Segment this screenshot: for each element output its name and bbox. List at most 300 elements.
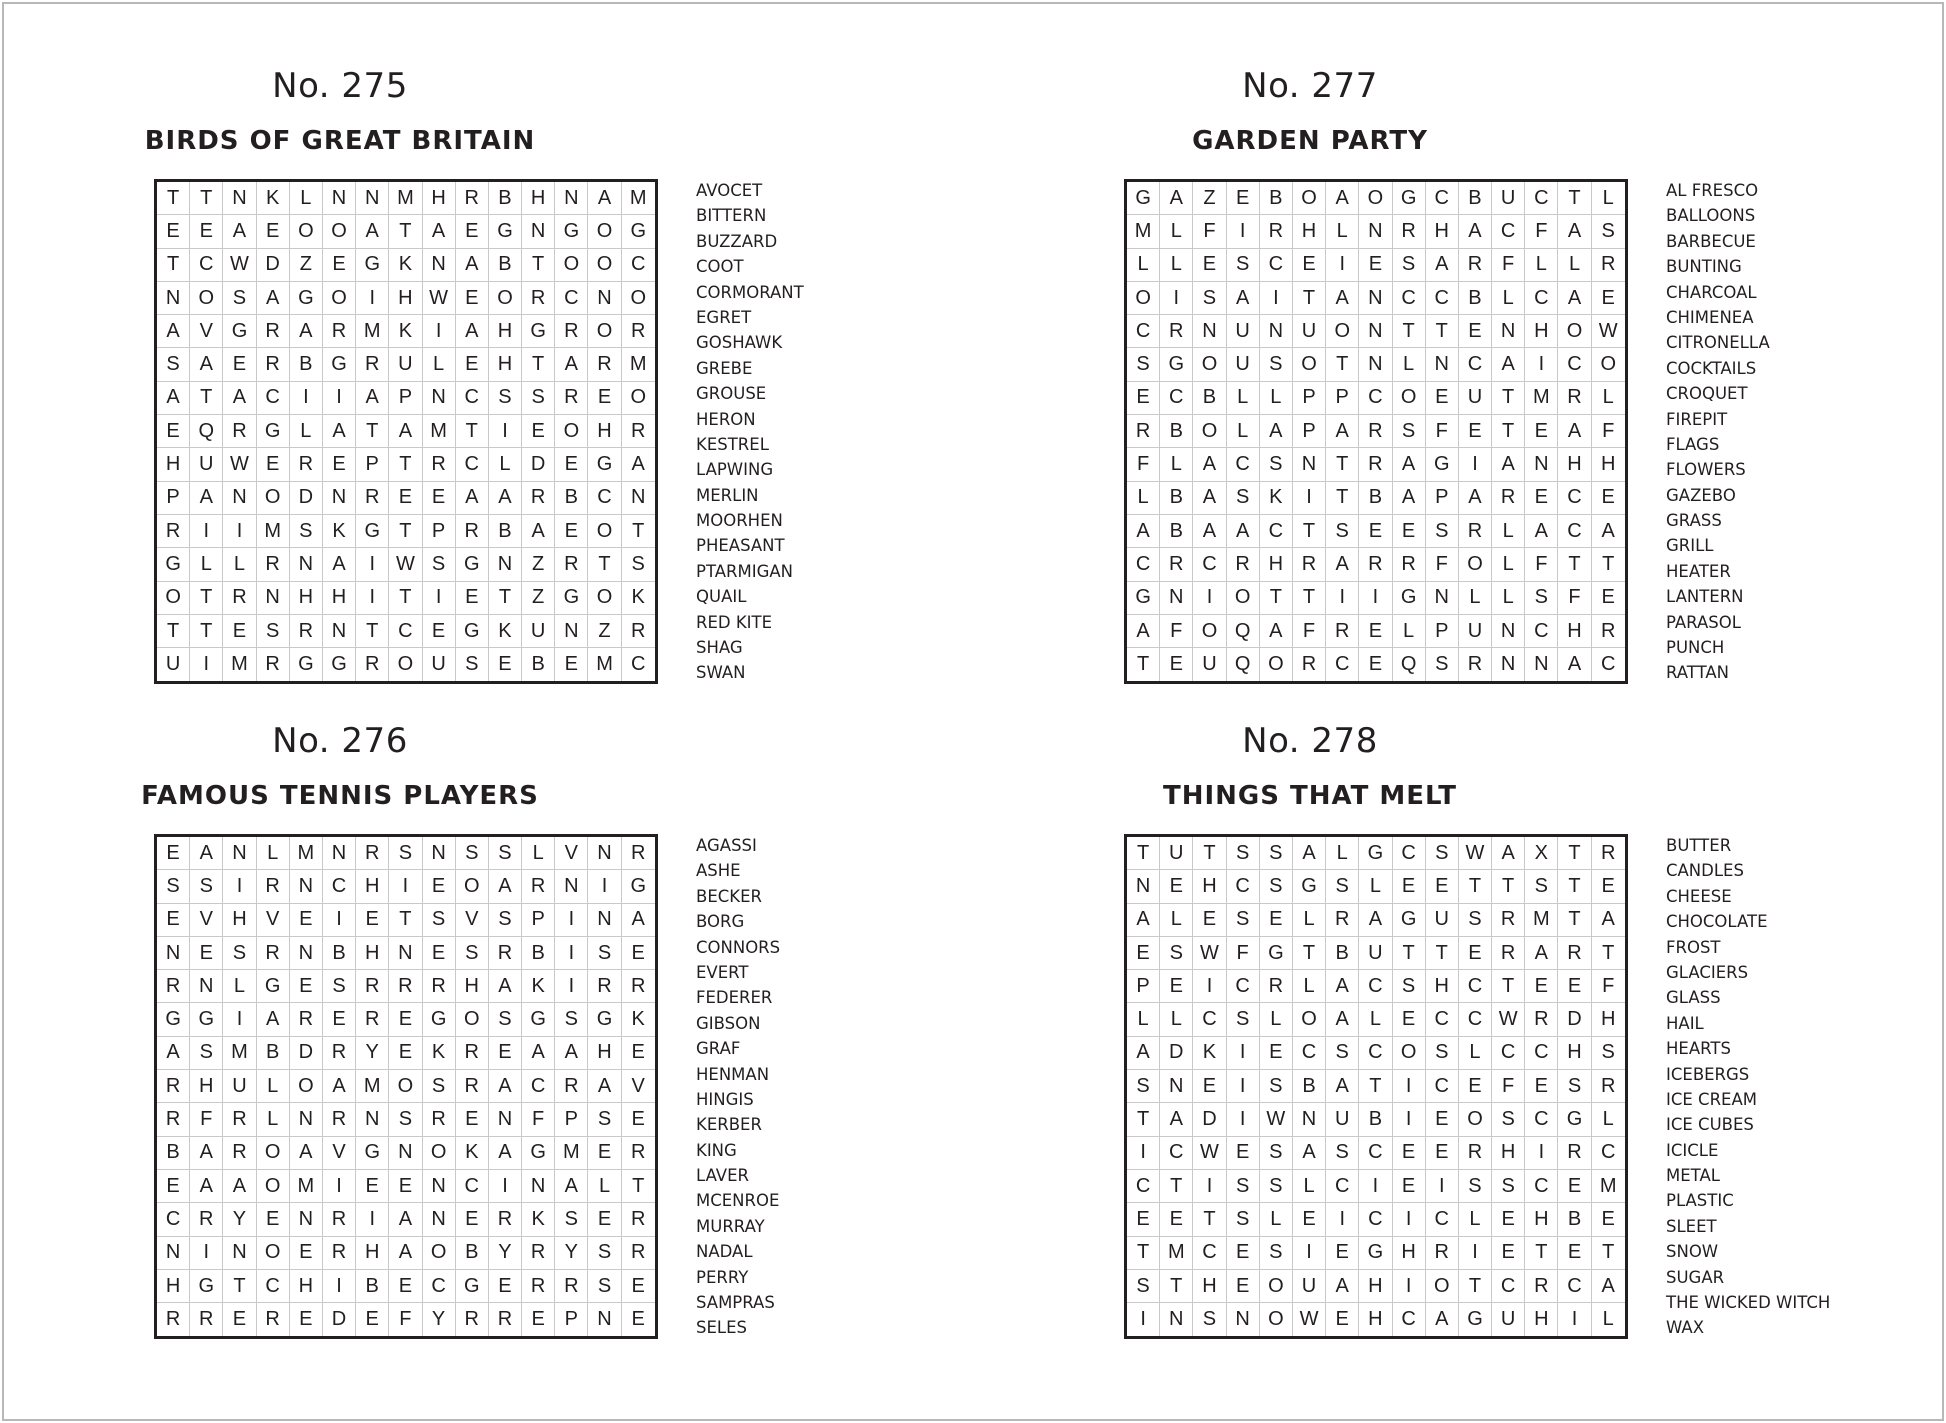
grid-cell: L [257, 1103, 290, 1136]
grid-cell: R [356, 348, 389, 381]
grid-cell: C [1426, 1203, 1459, 1236]
grid-cell: R [223, 415, 256, 448]
grid-cell: R [290, 448, 323, 481]
grid-cell: E [1359, 648, 1392, 681]
grid-cell: E [1326, 1303, 1359, 1336]
grid-cell: H [1558, 448, 1591, 481]
grid-cell: R [588, 970, 621, 1003]
grid-cell: M [223, 648, 256, 681]
grid-cell: I [1227, 1037, 1260, 1070]
grid-cell: E [389, 1037, 422, 1070]
word-list-item: AVOCET [696, 181, 763, 200]
puzzle-number: No. 278 [1242, 721, 1378, 761]
grid-cell: L [223, 970, 256, 1003]
grid-cell: H [423, 182, 456, 215]
grid-cell: G [622, 870, 655, 903]
puzzle-number: No. 276 [272, 721, 408, 761]
grid-cell: G [522, 315, 555, 348]
grid-cell: P [356, 448, 389, 481]
grid-cell: G [257, 415, 290, 448]
grid-cell: F [1492, 1070, 1525, 1103]
word-list-item: PTARMIGAN [696, 561, 794, 581]
grid-cell: G [356, 1137, 389, 1170]
grid-cell: O [588, 215, 621, 248]
grid-cell: R [456, 182, 489, 215]
grid-cell: C [1426, 1003, 1459, 1036]
grid-cell: T [157, 615, 190, 648]
grid-cell: B [1160, 515, 1193, 548]
grid-cell: E [1393, 1003, 1426, 1036]
grid-cell: C [1459, 970, 1492, 1003]
grid-cell: A [1260, 415, 1293, 448]
grid-cell: R [555, 548, 588, 581]
grid-cell: E [290, 904, 323, 937]
grid-cell: A [456, 315, 489, 348]
grid-cell: A [1160, 182, 1193, 215]
grid-cell: R [257, 548, 290, 581]
grid-cell: B [290, 348, 323, 381]
grid-cell: N [489, 1103, 522, 1136]
grid-cell: V [190, 315, 223, 348]
grid-cell: H [1592, 448, 1625, 481]
grid-cell: A [1459, 482, 1492, 515]
grid-cell: A [1558, 648, 1591, 681]
word-list-item: CHARCOAL [1666, 282, 1757, 302]
grid-cell: Q [1227, 615, 1260, 648]
grid-cell: R [257, 870, 290, 903]
grid-cell: N [555, 870, 588, 903]
word-list-item: FLOWERS [1666, 460, 1746, 480]
grid-cell: R [1260, 970, 1293, 1003]
grid-cell: I [489, 415, 522, 448]
grid-cell: E [1227, 1237, 1260, 1270]
grid-cell: E [257, 448, 290, 481]
grid-cell: A [1592, 904, 1625, 937]
grid-cell: H [356, 937, 389, 970]
grid-cell: I [1127, 1303, 1160, 1336]
grid-cell: V [555, 837, 588, 870]
grid-cell: A [1227, 515, 1260, 548]
grid-cell: D [257, 249, 290, 282]
grid-cell: A [1326, 415, 1359, 448]
grid-cell: O [1558, 315, 1591, 348]
word-list-item: LAVER [696, 1166, 749, 1186]
grid-cell: Y [423, 1303, 456, 1336]
grid-cell: I [1393, 1270, 1426, 1303]
grid-cell: S [588, 1103, 621, 1136]
grid-cell: A [1525, 515, 1558, 548]
grid-cell: R [1326, 904, 1359, 937]
grid-cell: O [456, 870, 489, 903]
grid-cell: G [1127, 182, 1160, 215]
grid-cell: I [1127, 1137, 1160, 1170]
word-list-item: ICEBERGS [1666, 1064, 1750, 1084]
grid-cell: I [323, 1170, 356, 1203]
grid-cell: B [1293, 1070, 1326, 1103]
grid-cell: A [356, 215, 389, 248]
letter-grid [1124, 834, 1628, 1339]
word-list-item: ICICLE [1666, 1140, 1719, 1160]
grid-cell: R [622, 970, 655, 1003]
grid-cell: E [1459, 1070, 1492, 1103]
grid-cell: S [522, 382, 555, 415]
grid-cell: C [1426, 182, 1459, 215]
grid-cell: C [1558, 1270, 1591, 1303]
grid-cell: R [1558, 937, 1591, 970]
grid-cell: I [1193, 582, 1226, 615]
grid-cell: A [190, 1170, 223, 1203]
grid-cell: L [1492, 582, 1525, 615]
grid-cell: E [1127, 382, 1160, 415]
grid-cell: N [423, 249, 456, 282]
grid-cell: E [622, 1103, 655, 1136]
grid-cell: A [1293, 1137, 1326, 1170]
grid-cell: C [1260, 515, 1293, 548]
grid-cell: R [323, 1237, 356, 1270]
grid-cell: E [1193, 1070, 1226, 1103]
grid-cell: R [588, 348, 621, 381]
grid-cell: R [456, 1070, 489, 1103]
grid-cell: T [1459, 870, 1492, 903]
grid-cell: Y [356, 1037, 389, 1070]
grid-cell: E [489, 1270, 522, 1303]
grid-cell: G [1260, 937, 1293, 970]
grid-cell: E [622, 937, 655, 970]
word-list-item: GLACIERS [1666, 962, 1749, 982]
grid-cell: K [622, 1003, 655, 1036]
word-list-item: FIREPIT [1666, 409, 1728, 429]
grid-cell: T [190, 182, 223, 215]
grid-cell: A [489, 870, 522, 903]
grid-cell: C [1600, 653, 1616, 676]
grid-cell: G [622, 215, 655, 248]
grid-cell: G [157, 1003, 190, 1036]
grid-cell: C [1393, 837, 1426, 870]
grid-cell: L [290, 182, 323, 215]
grid-cell: E [1459, 415, 1492, 448]
grid-cell: T [622, 515, 655, 548]
grid-cell: T [1525, 1237, 1558, 1270]
grid-cell: U [1227, 315, 1260, 348]
grid-cell: O [1193, 415, 1226, 448]
grid-cell: D [290, 482, 323, 515]
grid-cell: E [1426, 870, 1459, 903]
grid-cell: A [389, 1237, 422, 1270]
word-list-item: CITRONELLA [1666, 333, 1770, 353]
grid-cell: E [1492, 1203, 1525, 1236]
grid-cell: R [1592, 837, 1625, 870]
word-list-item: BITTERN [696, 206, 767, 226]
grid-cell: H [1426, 215, 1459, 248]
grid-cell: A [1525, 937, 1558, 970]
grid-cell: O [1459, 548, 1492, 581]
grid-cell: R [356, 970, 389, 1003]
grid-cell: A [1492, 348, 1525, 381]
grid-cell: A [290, 1137, 323, 1170]
grid-cell: R [257, 348, 290, 381]
grid-cell: E [622, 1270, 655, 1303]
grid-cell: L [1127, 249, 1160, 282]
grid-cell: R [1525, 1003, 1558, 1036]
grid-cell: A [1393, 448, 1426, 481]
grid-cell: R [1393, 548, 1426, 581]
grid-cell: R [456, 1037, 489, 1070]
grid-cell: R [157, 1303, 190, 1336]
grid-cell: S [1227, 1170, 1260, 1203]
grid-cell: U [157, 648, 190, 681]
grid-cell: I [223, 515, 256, 548]
grid-cell: C [522, 1070, 555, 1103]
grid-cell: D [290, 1037, 323, 1070]
grid-cell: C [622, 249, 655, 282]
grid-cell: S [1492, 1103, 1525, 1136]
grid-cell: P [389, 382, 422, 415]
grid-cell: R [555, 315, 588, 348]
grid-cell: N [1492, 615, 1525, 648]
grid-cell: K [456, 1137, 489, 1170]
grid-cell: T [1293, 582, 1326, 615]
grid-cell: W [223, 448, 256, 481]
grid-cell: M [223, 1037, 256, 1070]
grid-cell: R [423, 970, 456, 1003]
grid-cell: A [1592, 1270, 1625, 1303]
grid-cell: G [456, 1270, 489, 1303]
grid-cell: F [1592, 970, 1625, 1003]
grid-cell: O [1293, 182, 1326, 215]
grid-cell: K [389, 315, 422, 348]
grid-cell: S [1326, 515, 1359, 548]
grid-cell: B [1459, 182, 1492, 215]
grid-cell: L [1592, 382, 1625, 415]
word-list-item: AL FRESCO [1666, 181, 1759, 200]
grid-cell: S [1525, 582, 1558, 615]
word-list-item: COOT [696, 257, 744, 277]
grid-cell: L [1227, 382, 1260, 415]
word-list-item: SLEET [1666, 1216, 1717, 1236]
grid-cell: L [1459, 1203, 1492, 1236]
puzzle-title: THINGS THAT MELT [1162, 781, 1458, 811]
grid-cell: T [1492, 870, 1525, 903]
grid-cell: T [1492, 415, 1525, 448]
grid-cell: E [290, 970, 323, 1003]
grid-cell: A [1326, 1070, 1359, 1103]
grid-cell: L [1160, 215, 1193, 248]
grid-cell: C [1260, 249, 1293, 282]
word-list-item: BALLOONS [1666, 206, 1756, 226]
grid-cell: C [555, 282, 588, 315]
grid-cell: M [622, 182, 655, 215]
word-list-item: ICE CUBES [1666, 1115, 1754, 1135]
letter-grid [154, 179, 658, 684]
word-list-item: HENMAN [696, 1064, 770, 1084]
grid-cell: G [1393, 182, 1426, 215]
puzzle-277 [974, 4, 1770, 683]
word-list-item: ASHE [696, 861, 741, 881]
grid-cell: A [323, 1070, 356, 1103]
grid-cell: R [1459, 648, 1492, 681]
grid-cell: W [1193, 937, 1226, 970]
grid-cell: I [190, 648, 223, 681]
grid-cell: I [323, 904, 356, 937]
grid-cell: H [1193, 1270, 1226, 1303]
grid-cell: E [555, 648, 588, 681]
grid-cell: M [290, 837, 323, 870]
grid-cell: N [1492, 315, 1525, 348]
letter-grid [154, 834, 658, 1339]
grid-cell: B [489, 515, 522, 548]
word-list-item: GRILL [1666, 536, 1714, 556]
grid-cell: C [1558, 348, 1591, 381]
grid-cell: K [522, 1203, 555, 1236]
grid-cell: R [1359, 448, 1392, 481]
grid-cell: R [1426, 1237, 1459, 1270]
word-list [1666, 178, 1770, 686]
grid-cell: O [1260, 1303, 1293, 1336]
grid-cell: U [1193, 648, 1226, 681]
grid-cell: A [588, 182, 621, 215]
grid-cell: I [1393, 1203, 1426, 1236]
grid-cell: C [1426, 1070, 1459, 1103]
word-list-item: SNOW [1666, 1242, 1719, 1262]
grid-cell: O [1193, 615, 1226, 648]
grid-cell: C [1227, 870, 1260, 903]
grid-cell: C [1525, 1037, 1558, 1070]
grid-cell: A [555, 348, 588, 381]
grid-cell: N [1193, 315, 1226, 348]
grid-cell: T [1160, 1170, 1193, 1203]
grid-cell: L [1227, 415, 1260, 448]
grid-cell: L [423, 348, 456, 381]
grid-cell: R [456, 1303, 489, 1336]
grid-cell: E [522, 415, 555, 448]
grid-cell: T [522, 249, 555, 282]
grid-cell: A [223, 382, 256, 415]
grid-cell: B [489, 249, 522, 282]
grid-cell: W [389, 548, 422, 581]
grid-cell: E [1592, 582, 1625, 615]
grid-cell: N [290, 548, 323, 581]
grid-cell: R [522, 870, 555, 903]
grid-cell: T [489, 582, 522, 615]
grid-cell: A [257, 282, 290, 315]
grid-cell: M [389, 182, 422, 215]
grid-cell: N [223, 837, 256, 870]
grid-cell: G [356, 249, 389, 282]
word-list-item: THE WICKED WITCH [1666, 1293, 1831, 1313]
grid-cell: H [588, 415, 621, 448]
grid-cell: Е [389, 1003, 422, 1036]
grid-cell: S [456, 648, 489, 681]
grid-cell: O [1393, 382, 1426, 415]
grid-cell: O [257, 1170, 290, 1203]
grid-cell: E [1227, 182, 1260, 215]
grid-cell: S [1260, 448, 1293, 481]
grid-cell: T [1326, 348, 1359, 381]
grid-cell: R [1393, 215, 1426, 248]
grid-cell: N [1359, 315, 1392, 348]
grid-cell: E [1293, 1203, 1326, 1236]
grid-cell: T [1127, 648, 1160, 681]
grid-cell: B [522, 937, 555, 970]
grid-cell: S [1525, 870, 1558, 903]
grid-cell: S [257, 615, 290, 648]
word-list-item: QUAIL [696, 587, 747, 607]
grid-cell: H [1525, 1303, 1558, 1336]
grid-cell: A [489, 1137, 522, 1170]
grid-cell: A [1127, 515, 1160, 548]
grid-cell: C [588, 482, 621, 515]
grid-cell: U [223, 1070, 256, 1103]
grid-cell: O [1459, 1103, 1492, 1136]
grid-cell: E [1127, 937, 1160, 970]
grid-cell: R [257, 648, 290, 681]
grid-cell: F [1426, 415, 1459, 448]
grid-cell: A [489, 482, 522, 515]
grid-cell: W [1492, 1003, 1525, 1036]
grid-cell: E [1160, 970, 1193, 1003]
grid-cell: N [223, 482, 256, 515]
grid-cell: R [1459, 1137, 1492, 1170]
grid-cell: S [588, 1237, 621, 1270]
grid-cell: I [489, 1170, 522, 1203]
grid-cell: E [1558, 1170, 1591, 1203]
grid-cell: S [1558, 1070, 1591, 1103]
word-list-item: HERON [696, 409, 756, 429]
grid-cell: C [1193, 548, 1226, 581]
grid-cell: T [223, 1270, 256, 1303]
grid-cell: U [1293, 1270, 1326, 1303]
grid-cell: A [190, 1137, 223, 1170]
grid-cell: X [1525, 837, 1558, 870]
grid-cell: E [290, 1303, 323, 1336]
grid-cell: E [1227, 1270, 1260, 1303]
grid-cell: E [389, 1170, 422, 1203]
grid-cell: K [1260, 482, 1293, 515]
grid-cell: I [423, 315, 456, 348]
word-list-item: LAPWING [696, 460, 774, 480]
grid-cell: N [1426, 582, 1459, 615]
grid-cell: R [223, 1137, 256, 1170]
grid-cell: A [1558, 215, 1591, 248]
grid-cell: F [1525, 548, 1558, 581]
grid-cell: N [157, 937, 190, 970]
grid-cell: T [1293, 282, 1326, 315]
grid-cell: R [1326, 615, 1359, 648]
grid-cell: E [1260, 904, 1293, 937]
grid-cell: N [323, 837, 356, 870]
grid-cell: N [588, 837, 621, 870]
word-list-item: HINGIS [696, 1089, 754, 1109]
grid-cell: L [257, 837, 290, 870]
grid-cell: A [456, 482, 489, 515]
grid-cell: E [1293, 249, 1326, 282]
grid-cell: V [456, 904, 489, 937]
grid-cell: S [1227, 837, 1260, 870]
grid-cell: H [1492, 1137, 1525, 1170]
grid-cell: C [1326, 1170, 1359, 1203]
grid-cell: I [555, 970, 588, 1003]
grid-cell: I [1459, 448, 1492, 481]
grid-cell: O [1127, 282, 1160, 315]
grid-cell: D [522, 448, 555, 481]
grid-cell: E [423, 482, 456, 515]
grid-cell: E [423, 937, 456, 970]
grid-cell: V [622, 1070, 655, 1103]
grid-cell: O [1260, 648, 1293, 681]
grid-cell: R [323, 1103, 356, 1136]
grid-cell: Z [290, 249, 323, 282]
grid-cell: E [423, 615, 456, 648]
